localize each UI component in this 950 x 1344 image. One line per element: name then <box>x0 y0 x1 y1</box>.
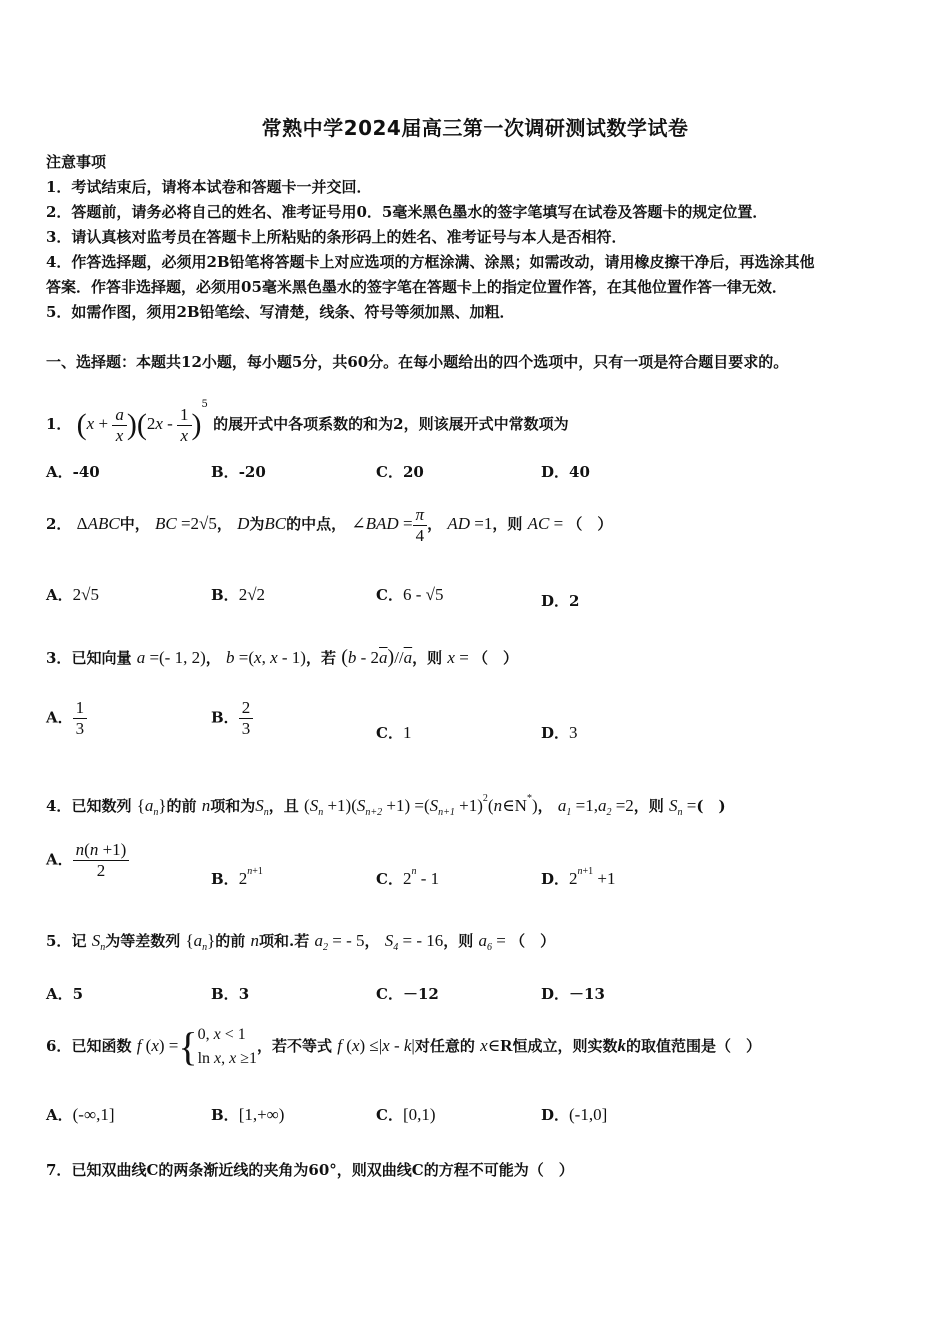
q1-option-b: B．-20 <box>211 463 266 481</box>
q5-option-d: D．－13 <box>541 985 605 1003</box>
q6-option-a: A．(-∞,1] <box>46 1105 115 1124</box>
q3-option-b: B． $\frac{2}{3}$ <box>211 698 253 739</box>
q2-option-d: D．2 <box>541 592 580 610</box>
exam-title: 常熟中学2024届高三第一次调研测试数学试卷 <box>261 116 689 140</box>
q5-option-b: B．3 <box>211 985 250 1003</box>
q1-option-d: D．40 <box>541 463 590 481</box>
q5-option-c: C．－12 <box>376 985 439 1003</box>
question-1: 1． (x + $\frac{a}{x}$ )(2x - $\frac{1}{x}$ )$^5$ 的展开式中各项系数的和为2，则该展开式中常数项为 <box>46 399 569 445</box>
q1-option-c: C．20 <box>376 463 424 481</box>
notice-item-4-cont: 答案．作答非选择题，必须用05毫米黑色墨水的签字笔在答题卡上的指定位置作答，在其他位置作答一律无效． <box>46 278 787 296</box>
q4-option-c: C．2$^n$ - 1 <box>376 866 440 888</box>
question-6: 6．已知函数 f (x) ={ 0, x < 1 ln x, x ≥1 ，若不等式 f (x) ≤|x - k|对任意的 x∈R恒成立，则实数k的取值范围是（ ） <box>46 1024 762 1069</box>
q3-option-c: C．1 <box>376 723 412 742</box>
q6-option-d: D．(-1,0] <box>541 1105 608 1124</box>
q6-option-c: C．[0,1) <box>376 1105 436 1124</box>
notice-item-1: 1．考试结束后，请将本试卷和答题卡一并交回． <box>46 178 372 196</box>
q6-option-b: B．[1,+∞) <box>211 1105 285 1124</box>
q1-option-a: A．-40 <box>46 463 100 481</box>
notice-item-4: 4．作答选择题，必须用2B铅笔将答题卡上对应选项的方框涂满、涂黑；如需改动，请用橡皮擦干净后，再选涂其他 <box>46 253 815 271</box>
q4-option-a: A． $\frac{n(n +1)}{2}$ <box>46 840 129 881</box>
q2-option-c: C．6 - √5 <box>376 585 444 604</box>
q2-option-a: A．2√5 <box>46 585 99 604</box>
question-3: 3．已知向量 a =(- 1, 2)， b =(x, x - 1)，若 $(b - 2\overline{a})//\overline{a}$，则 x = （ ） <box>46 646 519 668</box>
question-2: 2． ΔABC中， BC =2√5， D为BC的中点， ∠BAD = $\frac{\pi}{4}$ ， AD =1，则 AC = （ ） <box>46 504 613 545</box>
q5-option-a: A．5 <box>46 985 84 1003</box>
question-7: 7．已知双曲线C的两条渐近线的夹角为60°，则双曲线C的方程不可能为（ ） <box>46 1161 574 1179</box>
q3-option-a: A． $\frac{1}{3}$ <box>46 698 87 739</box>
section-heading: 一、选择题：本题共12小题，每小题5分，共60分。在每小题给出的四个选项中，只有一项是符合题目要求的。 <box>46 353 789 371</box>
q3-option-d: D．3 <box>541 723 578 742</box>
q4-option-d: D．$2^{n+1} +1$ <box>541 866 616 888</box>
question-text: 的展开式中各项系数的和为2，则该展开式中常数项为 <box>213 415 569 433</box>
question-number: 1． <box>46 415 72 433</box>
notice-item-5: 5．如需作图，须用2B铅笔绘、写清楚，线条、符号等须加黑、加粗． <box>46 303 515 321</box>
question-5: 5．记 $S_n$为等差数列 $\{a_n\}$的前 n项和.若 $a_2$ = - 5， $S_4$ = - 16，则 $a_6$ = （ ） <box>46 931 556 953</box>
notice-item-2: 2．答题前，请务必将自己的姓名、准考证号用0．5毫米黑色墨水的签字笔填写在试卷及答题卡的规定位置． <box>46 203 768 221</box>
notice-heading: 注意事项 <box>46 153 107 171</box>
notice-item-3: 3．请认真核对监考员在答题卡上所粘贴的条形码上的姓名、准考证号与本人是否相符． <box>46 228 627 246</box>
q2-option-b: B．2√2 <box>211 585 266 604</box>
question-4: 4．已知数列 $\{a_n\}$的前 n项和为$S_n$，且 $(S_n +1)(S_{n+2} +1) =(S_{n+1}$ $+1)^2(n\in N^*)$， $a_1 =1,a_2 =2$，则 $S_n$ =( ) <box>46 793 726 818</box>
q4-option-b: B．$2^{n+1}$ <box>211 866 263 888</box>
